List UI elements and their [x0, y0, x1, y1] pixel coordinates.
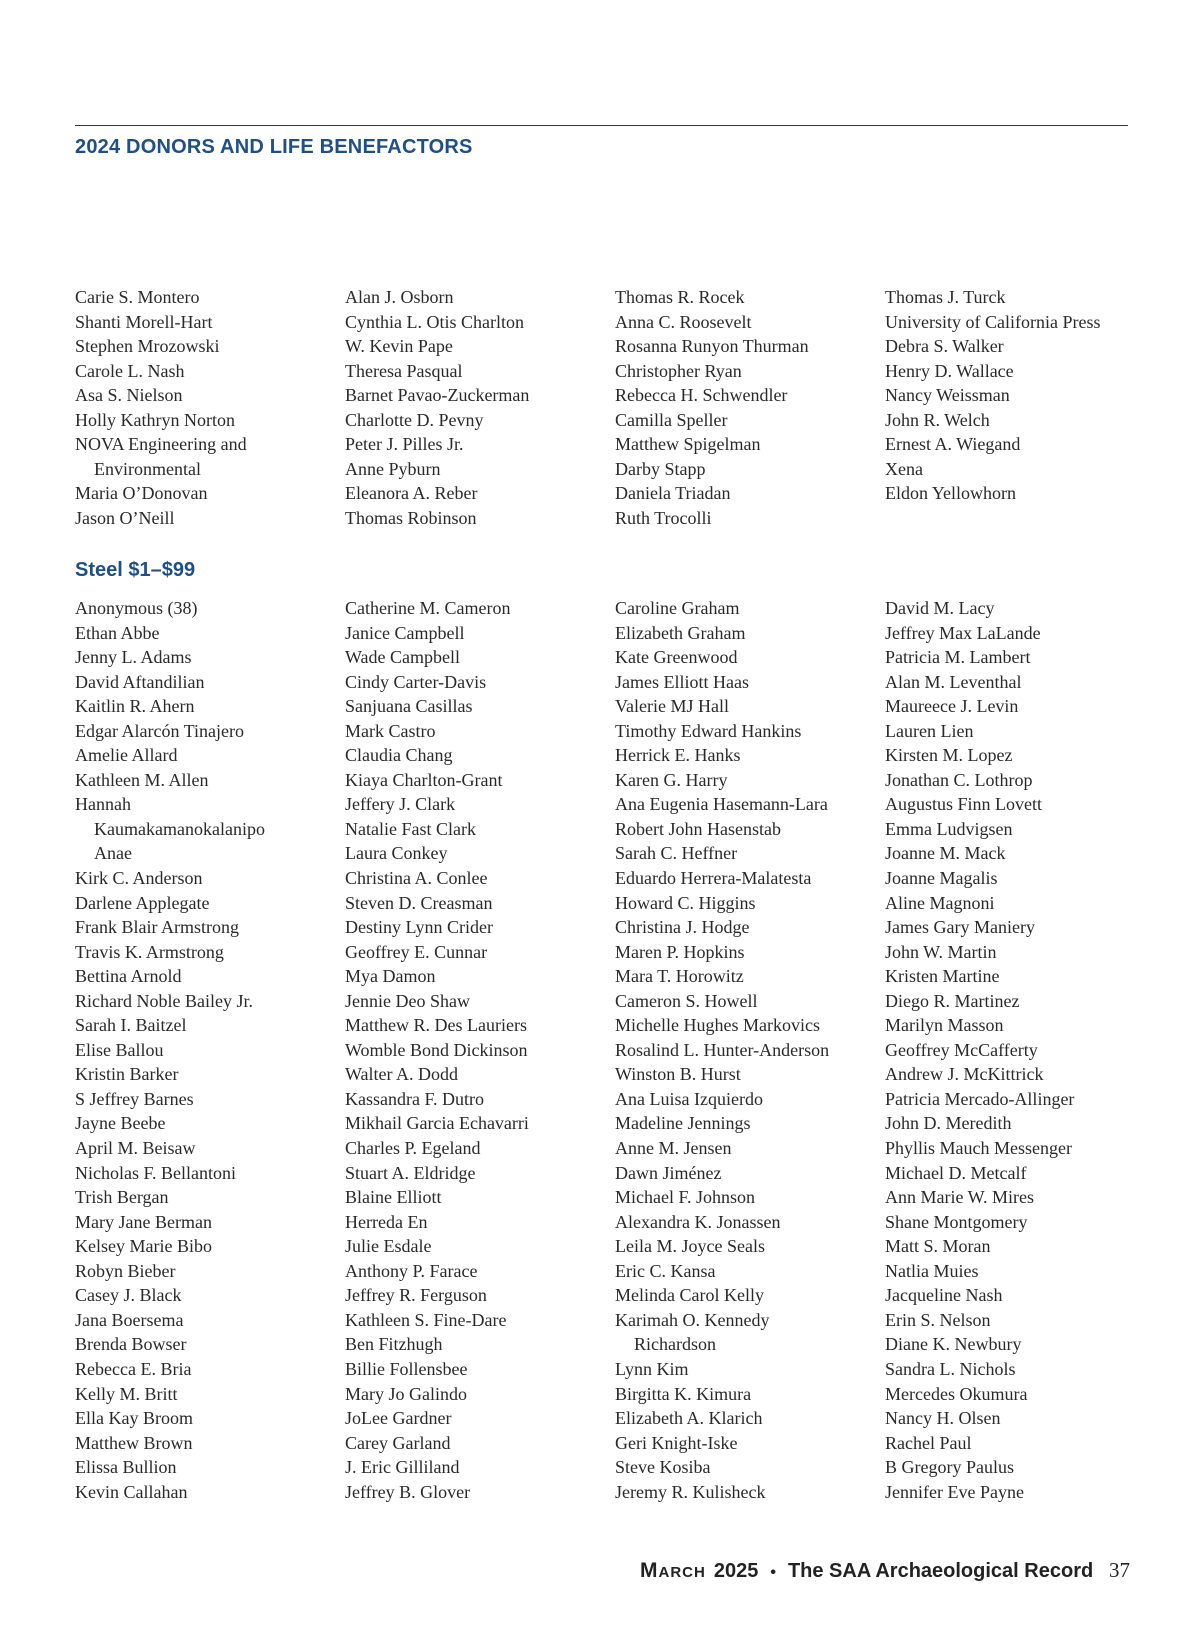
donor-name: Claudia Chang — [345, 745, 453, 766]
donor-name: Stephen Mrozowski — [75, 336, 220, 356]
donor-name: Laura Conkey — [345, 843, 448, 864]
page-number: 37 — [1109, 1558, 1130, 1582]
donor-name: Mara T. Horowitz — [615, 966, 744, 987]
donor-name: Bettina Arnold — [75, 966, 182, 987]
donor-name: Mark Castro — [345, 720, 436, 741]
donor-name: Rachel Paul — [885, 1432, 972, 1453]
donor-name: Herreda En — [345, 1211, 428, 1232]
donor-name: Cynthia L. Otis Charlton — [345, 311, 524, 332]
donor-name: Elizabeth A. Klarich — [615, 1408, 763, 1429]
donor-name: Erin S. Nelson — [885, 1309, 991, 1330]
donor-name: Ann Marie W. Mires — [885, 1187, 1034, 1208]
donor-name: Patricia M. Lambert — [885, 647, 1031, 668]
donor-name: Elissa Bullion — [75, 1457, 177, 1478]
donor-name: Cameron S. Howell — [615, 990, 758, 1011]
donor-name: S Jeffrey Barnes — [75, 1088, 194, 1109]
donor-name: Geri Knight-Iske — [615, 1432, 738, 1453]
donor-name: Joanne Magalis — [885, 868, 998, 889]
donor-name: Jennie Deo Shaw — [345, 990, 470, 1011]
donor-name: April M. Beisaw — [75, 1138, 196, 1159]
donor-name: Herrick E. Hanks — [615, 745, 741, 766]
donor-name: Diane K. Newbury — [885, 1334, 1022, 1355]
donor-name: Jason O’Neill — [75, 507, 175, 528]
footer-journal: The SAA Archaeological Record — [787, 1560, 1094, 1582]
donor-name: Kelly M. Britt — [75, 1383, 178, 1404]
donor-name: Jeffrey Max LaLande — [885, 622, 1041, 643]
donor-name: Brenda Bowser — [75, 1334, 187, 1355]
donor-name: Jennifer Eve Payne — [885, 1481, 1024, 1502]
donor-name: Sandra L. Nichols — [885, 1358, 1016, 1379]
donor-name: Kathleen M. Allen — [75, 769, 209, 790]
donor-name: Patricia Mercado-Allinger — [885, 1088, 1075, 1109]
donor-name: Carole L. Nash — [75, 360, 185, 381]
donor-name: Rosalind L. Hunter-Anderson — [615, 1039, 830, 1060]
donor-name: Womble Bond Dickinson — [345, 1039, 528, 1060]
donor-name: Alexandra K. Jonassen — [615, 1211, 781, 1232]
donor-name: Cindy Carter-Davis — [345, 671, 487, 692]
donor-name: Ethan Abbe — [75, 622, 160, 643]
donor-name: JoLee Gardner — [345, 1408, 452, 1429]
donor-name: Caroline Graham — [615, 598, 740, 618]
donor-name: Kiaya Charlton-Grant — [345, 769, 503, 790]
header-rule — [75, 125, 1128, 126]
donor-name: John D. Meredith — [885, 1113, 1012, 1134]
donor-name: Jana Boersema — [75, 1309, 184, 1330]
donor-name: Alan J. Osborn — [345, 287, 454, 307]
donor-name: Diego R. Martinez — [885, 990, 1020, 1011]
donor-name: Rebecca E. Bria — [75, 1358, 192, 1379]
donor-name: David Aftandilian — [75, 671, 205, 692]
donor-name: Elizabeth Graham — [615, 622, 746, 643]
donor-name: Debra S. Walker — [885, 336, 1004, 356]
donor-name: Anonymous (38) — [75, 598, 198, 618]
donor-name: Richard Noble Bailey Jr. — [75, 990, 253, 1011]
donor-name: Ruth Trocolli — [615, 507, 712, 528]
donor-name: Mercedes Okumura — [885, 1383, 1028, 1404]
top-column-2 — [345, 285, 615, 530]
donor-name: James Elliott Haas — [615, 671, 749, 692]
donor-name: Theresa Pasqual — [345, 360, 463, 381]
donor-name: Michael D. Metcalf — [885, 1162, 1027, 1183]
donor-name: Jacqueline Nash — [885, 1285, 1003, 1306]
donor-name: Howard C. Higgins — [615, 892, 756, 913]
donor-name: Eldon Yellowhorn — [885, 483, 1017, 503]
donor-name: Catherine M. Cameron — [345, 598, 511, 618]
donor-name: Maria O’Donovan — [75, 483, 208, 503]
donor-name: Alan M. Leventhal — [885, 671, 1022, 692]
section-heading: 2024 DONORS AND LIFE BENEFACTORS — [75, 136, 473, 158]
donor-name: Ana Luisa Izquierdo — [615, 1088, 763, 1109]
donor-name: Kirsten M. Lopez — [885, 745, 1013, 766]
donor-name: Nicholas F. Bellantoni — [75, 1162, 237, 1183]
steel-column-4 — [885, 596, 1155, 1504]
donor-name: Steve Kosiba — [615, 1457, 711, 1478]
donor-name: Steven D. Creasman — [345, 892, 493, 913]
donor-name: Sarah C. Heffner — [615, 843, 738, 864]
donor-name: John R. Welch — [885, 409, 990, 430]
donor-name: Daniela Triadan — [615, 483, 731, 503]
donor-name: Carey Garland — [345, 1432, 451, 1453]
donor-name: Mary Jo Galindo — [345, 1383, 467, 1404]
donor-name: Natlia Muies — [885, 1260, 979, 1281]
donor-name: Christopher Ryan — [615, 360, 742, 381]
donor-name: Karimah O. Kennedy Richardson — [615, 1309, 770, 1355]
donor-name: Hannah Kaumakamanokalanipo Anae — [75, 794, 265, 864]
donor-name: Valerie MJ Hall — [615, 696, 729, 717]
donor-name: Kirk C. Anderson — [75, 868, 203, 889]
donor-name: Henry D. Wallace — [885, 360, 1014, 381]
donor-name: Nancy H. Olsen — [885, 1408, 1001, 1429]
top-column-4 — [885, 285, 1155, 530]
donor-name: Jonathan C. Lothrop — [885, 769, 1033, 790]
donor-name: Jeffery J. Clark — [345, 794, 456, 815]
donor-name: University of California Press — [885, 311, 1101, 332]
donor-name: Blaine Elliott — [345, 1187, 442, 1208]
steel-column-3 — [615, 596, 885, 1504]
donor-name: Jayne Beebe — [75, 1113, 166, 1134]
top-column-1 — [75, 285, 345, 530]
donor-name: Aline Magnoni — [885, 892, 995, 913]
donor-name: Jenny L. Adams — [75, 647, 192, 668]
donor-name: Andrew J. McKittrick — [885, 1064, 1044, 1085]
donor-name: Maureece J. Levin — [885, 696, 1019, 717]
donor-name: Matthew R. Des Lauriers — [345, 1015, 527, 1036]
donor-name: Eleanora A. Reber — [345, 483, 478, 503]
donor-name: Matthew Spigelman — [615, 434, 761, 454]
steel-column-1 — [75, 596, 345, 1504]
donor-name: Mikhail Garcia Echavarri — [345, 1113, 529, 1134]
donor-name: Kristin Barker — [75, 1064, 179, 1085]
donor-name: Billie Follensbee — [345, 1358, 468, 1379]
donor-name: Eduardo Herrera-Malatesta — [615, 868, 812, 889]
donor-name: Shane Montgomery — [885, 1211, 1028, 1232]
donor-name: Jeffrey B. Glover — [345, 1481, 471, 1502]
donor-name: Kate Greenwood — [615, 647, 738, 668]
footer-year: 2025 — [713, 1560, 759, 1582]
donor-name: Travis K. Armstrong — [75, 941, 224, 962]
donor-name: Peter J. Pilles Jr. — [345, 434, 464, 454]
donor-name: Frank Blair Armstrong — [75, 917, 239, 938]
donor-name: Casey J. Black — [75, 1285, 182, 1306]
donor-name: Mary Jane Berman — [75, 1211, 212, 1232]
donor-name: Robert John Hasenstab — [615, 818, 781, 839]
donor-name: Madeline Jennings — [615, 1113, 751, 1134]
donor-name: Trish Bergan — [75, 1187, 169, 1208]
donor-name: Thomas Robinson — [345, 507, 477, 528]
donor-name: Robyn Bieber — [75, 1260, 176, 1281]
page-footer — [640, 1558, 1130, 1583]
donor-name: Ella Kay Broom — [75, 1408, 193, 1429]
donor-name: Ben Fitzhugh — [345, 1334, 443, 1355]
donor-name: Kevin Callahan — [75, 1481, 188, 1502]
donor-name: Rosanna Runyon Thurman — [615, 336, 809, 356]
donor-name: Natalie Fast Clark — [345, 818, 476, 839]
donor-name: Darby Stapp — [615, 458, 706, 479]
donor-name: Barnet Pavao-Zuckerman — [345, 385, 530, 405]
donor-name: Geoffrey McCafferty — [885, 1039, 1038, 1060]
steel-column-2 — [345, 596, 615, 1504]
donor-name: Geoffrey E. Cunnar — [345, 941, 488, 962]
donor-name: Augustus Finn Lovett — [885, 794, 1043, 815]
footer-month: March — [640, 1559, 706, 1582]
donor-name: Winston B. Hurst — [615, 1064, 741, 1085]
donor-name: Sarah I. Baitzel — [75, 1015, 187, 1036]
donor-name: Charlotte D. Pevny — [345, 409, 484, 430]
donor-columns-top — [75, 285, 1155, 530]
donor-name: Kristen Martine — [885, 966, 1000, 987]
donor-name: Matt S. Moran — [885, 1236, 991, 1257]
donor-name: Thomas R. Rocek — [615, 287, 745, 307]
donor-name: Ana Eugenia Hasemann-Lara — [615, 794, 828, 815]
donor-name: Stuart A. Eldridge — [345, 1162, 476, 1183]
donor-name: Nancy Weissman — [885, 385, 1010, 405]
donor-name: Destiny Lynn Crider — [345, 917, 493, 938]
donor-name: Matthew Brown — [75, 1432, 193, 1453]
donor-name: Kaitlin R. Ahern — [75, 696, 195, 717]
donor-name: Christina A. Conlee — [345, 868, 488, 889]
donor-name: Janice Campbell — [345, 622, 465, 643]
donor-name: Dawn Jiménez — [615, 1162, 722, 1183]
steel-heading: Steel $1–$99 — [75, 559, 196, 581]
donor-name: John W. Martin — [885, 941, 997, 962]
donor-name: Charles P. Egeland — [345, 1138, 481, 1159]
donor-name: Kelsey Marie Bibo — [75, 1236, 212, 1257]
donor-name: Emma Ludvigsen — [885, 818, 1013, 839]
donor-name: Amelie Allard — [75, 745, 178, 766]
donor-name: Edgar Alarcón Tinajero — [75, 720, 244, 741]
donor-name: Kathleen S. Fine-Dare — [345, 1309, 507, 1330]
donor-name: NOVA Engineering and Environmental — [75, 434, 247, 479]
donor-name: Anna C. Roosevelt — [615, 311, 752, 332]
donor-name: Anne M. Jensen — [615, 1138, 732, 1159]
donor-name: Asa S. Nielson — [75, 385, 183, 405]
footer-bullet: • — [770, 1564, 776, 1581]
donor-name: B Gregory Paulus — [885, 1457, 1014, 1478]
donor-name: Wade Campbell — [345, 647, 461, 668]
donor-name: Elise Ballou — [75, 1039, 164, 1060]
donor-columns-steel — [75, 596, 1155, 1504]
donor-name: Maren P. Hopkins — [615, 941, 745, 962]
donor-name: Holly Kathryn Norton — [75, 409, 235, 430]
donor-name: Thomas J. Turck — [885, 287, 1006, 307]
donor-name: Joanne M. Mack — [885, 843, 1006, 864]
donor-name: Kassandra F. Dutro — [345, 1088, 485, 1109]
donor-name: Birgitta K. Kimura — [615, 1383, 752, 1404]
donor-name: Anne Pyburn — [345, 458, 441, 479]
donor-name: Melinda Carol Kelly — [615, 1285, 764, 1306]
donor-name: Karen G. Harry — [615, 769, 728, 790]
donor-name: Michael F. Johnson — [615, 1187, 756, 1208]
donor-name: Darlene Applegate — [75, 892, 210, 913]
donor-name: Rebecca H. Schwendler — [615, 385, 788, 405]
donor-name: Anthony P. Farace — [345, 1260, 478, 1281]
donor-name: Eric C. Kansa — [615, 1260, 716, 1281]
donor-name: J. Eric Gilliland — [345, 1457, 460, 1478]
donor-name: Shanti Morell-Hart — [75, 311, 213, 332]
top-column-3 — [615, 285, 885, 530]
donor-name: Marilyn Masson — [885, 1015, 1004, 1036]
donor-name: Camilla Speller — [615, 409, 728, 430]
donor-name: Christina J. Hodge — [615, 917, 750, 938]
donor-name: Jeremy R. Kulisheck — [615, 1481, 766, 1502]
donor-name: W. Kevin Pape — [345, 336, 453, 356]
donor-name: Xena — [885, 458, 923, 479]
donor-name: Ernest A. Wiegand — [885, 434, 1021, 454]
donor-name: Lauren Lien — [885, 720, 974, 741]
donor-name: Michelle Hughes Markovics — [615, 1015, 820, 1036]
donor-name: Phyllis Mauch Messenger — [885, 1138, 1072, 1159]
donor-name: Jeffrey R. Ferguson — [345, 1285, 487, 1306]
donor-name: David M. Lacy — [885, 598, 995, 618]
donor-name: Leila M. Joyce Seals — [615, 1236, 765, 1257]
donor-name: James Gary Maniery — [885, 917, 1035, 938]
donor-name: Julie Esdale — [345, 1236, 432, 1257]
donor-name: Walter A. Dodd — [345, 1064, 459, 1085]
donor-name: Lynn Kim — [615, 1358, 689, 1379]
donor-name: Mya Damon — [345, 966, 436, 987]
donor-name: Carie S. Montero — [75, 287, 200, 307]
donor-name: Sanjuana Casillas — [345, 696, 473, 717]
donor-name: Timothy Edward Hankins — [615, 720, 802, 741]
